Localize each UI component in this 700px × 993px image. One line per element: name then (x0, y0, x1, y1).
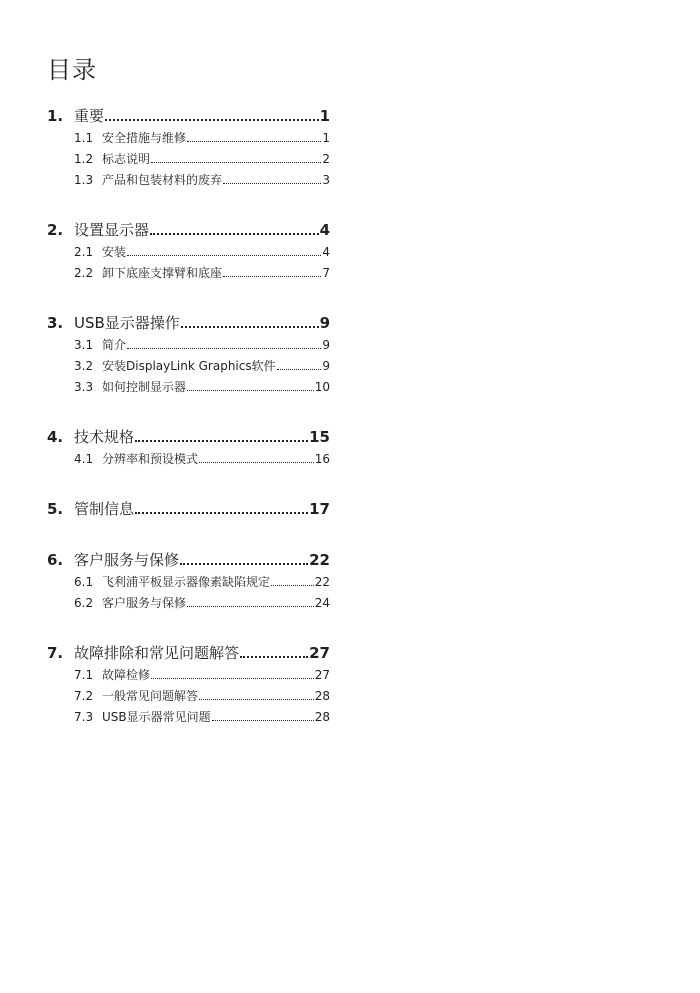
section-page-number: 27 (309, 644, 330, 662)
toc-subsection-entry[interactable] (47, 170, 330, 191)
toc-section-entry[interactable] (47, 104, 330, 128)
section-title: 客户服务与保修 (74, 551, 180, 569)
subsection-number: 7.3 (74, 710, 94, 724)
dot-leader (135, 440, 308, 442)
toc-subsection-entry[interactable] (47, 377, 330, 398)
subsection-number: 3.3 (74, 380, 94, 394)
dot-leader (212, 720, 314, 721)
toc-section (47, 641, 330, 728)
dot-leader (127, 255, 321, 256)
dot-leader (223, 183, 321, 184)
subsection-number: 2.1 (74, 245, 94, 259)
toc-section (47, 548, 330, 614)
table-of-contents (47, 104, 330, 755)
section-title: 设置显示器 (74, 221, 150, 239)
section-title: 故障排除和常见问题解答 (74, 644, 240, 662)
dot-leader (187, 606, 314, 607)
dot-leader (187, 390, 314, 391)
subsection-title: 标志说明 (102, 152, 151, 166)
section-number: 2. (47, 221, 64, 239)
dot-leader (105, 119, 319, 121)
subsection-page-number: 9 (322, 338, 330, 352)
section-title: 重要 (74, 107, 105, 125)
subsection-page-number: 10 (314, 380, 330, 394)
toc-subsection-entry[interactable] (47, 149, 330, 170)
toc-section (47, 311, 330, 398)
subsection-title: 故障检修 (102, 668, 151, 682)
dot-leader (151, 162, 321, 163)
subsection-page-number: 3 (322, 173, 330, 187)
subsection-number: 6.2 (74, 596, 94, 610)
subsection-number: 2.2 (74, 266, 94, 280)
toc-subsection-entry[interactable] (47, 449, 330, 470)
subsection-title: 客户服务与保修 (102, 596, 187, 610)
subsection-page-number: 7 (322, 266, 330, 280)
subsection-page-number: 27 (314, 668, 330, 682)
subsection-title: 简介 (102, 338, 127, 352)
subsection-number: 3.1 (74, 338, 94, 352)
toc-subsection-entry[interactable] (47, 665, 330, 686)
subsection-page-number: 9 (322, 359, 330, 373)
dot-leader (271, 585, 314, 586)
toc-section-entry[interactable] (47, 311, 330, 335)
dot-leader (127, 348, 321, 349)
toc-subsection-entry[interactable] (47, 335, 330, 356)
subsection-number: 7.1 (74, 668, 94, 682)
subsection-number: 6.1 (74, 575, 94, 589)
toc-section-entry[interactable] (47, 218, 330, 242)
section-title: 技术规格 (74, 428, 135, 446)
toc-subsection-entry[interactable] (47, 263, 330, 284)
dot-leader (180, 563, 308, 565)
toc-subsection-entry[interactable] (47, 242, 330, 263)
subsection-number: 1.3 (74, 173, 94, 187)
page-title: 目录 (47, 56, 97, 84)
section-title: 管制信息 (74, 500, 135, 518)
dot-leader (150, 233, 319, 235)
toc-subsection-entry[interactable] (47, 356, 330, 377)
subsection-title: 如何控制显示器 (102, 380, 187, 394)
toc-subsection-entry[interactable] (47, 593, 330, 614)
toc-subsection-entry[interactable] (47, 572, 330, 593)
toc-section-entry[interactable] (47, 425, 330, 449)
subsection-number: 1.1 (74, 131, 94, 145)
toc-section (47, 218, 330, 284)
toc-section-entry[interactable] (47, 548, 330, 572)
toc-subsection-entry[interactable] (47, 707, 330, 728)
toc-section-entry[interactable] (47, 497, 330, 521)
section-page-number: 15 (309, 428, 330, 446)
toc-section (47, 104, 330, 191)
dot-leader (181, 326, 319, 328)
subsection-title: 一般常见问题解答 (102, 689, 199, 703)
dot-leader (199, 699, 314, 700)
dot-leader (187, 141, 321, 142)
subsection-number: 4.1 (74, 452, 94, 466)
dot-leader (223, 276, 321, 277)
section-number: 5. (47, 500, 64, 518)
section-number: 3. (47, 314, 64, 332)
subsection-title: 安装 (102, 245, 127, 259)
section-number: 7. (47, 644, 64, 662)
subsection-title: USB显示器常见问题 (102, 710, 211, 724)
dot-leader (135, 512, 308, 514)
subsection-title: 分辨率和预设模式 (102, 452, 199, 466)
toc-subsection-entry[interactable] (47, 128, 330, 149)
section-title: USB显示器操作 (74, 314, 180, 332)
section-page-number: 4 (319, 221, 330, 239)
dot-leader (240, 656, 308, 658)
subsection-page-number: 1 (322, 131, 330, 145)
subsection-title: 卸下底座支撑臂和底座 (102, 266, 223, 280)
section-page-number: 17 (309, 500, 330, 518)
section-page-number: 1 (319, 107, 330, 125)
subsection-page-number: 22 (314, 575, 330, 589)
subsection-page-number: 16 (314, 452, 330, 466)
subsection-number: 3.2 (74, 359, 94, 373)
toc-subsection-entry[interactable] (47, 686, 330, 707)
toc-section (47, 425, 330, 470)
subsection-title: 产品和包装材料的废弃 (102, 173, 223, 187)
subsection-title: 飞利浦平板显示器像素缺陷规定 (102, 575, 271, 589)
subsection-number: 1.2 (74, 152, 94, 166)
subsection-page-number: 28 (314, 689, 330, 703)
subsection-title: 安装DisplayLink Graphics软件 (102, 359, 276, 373)
subsection-page-number: 24 (314, 596, 330, 610)
subsection-page-number: 2 (322, 152, 330, 166)
section-number: 6. (47, 551, 64, 569)
subsection-title: 安全措施与维修 (102, 131, 187, 145)
dot-leader (199, 462, 314, 463)
section-number: 1. (47, 107, 64, 125)
subsection-number: 7.2 (74, 689, 94, 703)
subsection-page-number: 4 (322, 245, 330, 259)
section-page-number: 22 (309, 551, 330, 569)
toc-section-entry[interactable] (47, 641, 330, 665)
dot-leader (277, 369, 322, 370)
subsection-page-number: 28 (314, 710, 330, 724)
section-number: 4. (47, 428, 64, 446)
toc-section (47, 497, 330, 521)
dot-leader (151, 678, 314, 679)
section-page-number: 9 (319, 314, 330, 332)
